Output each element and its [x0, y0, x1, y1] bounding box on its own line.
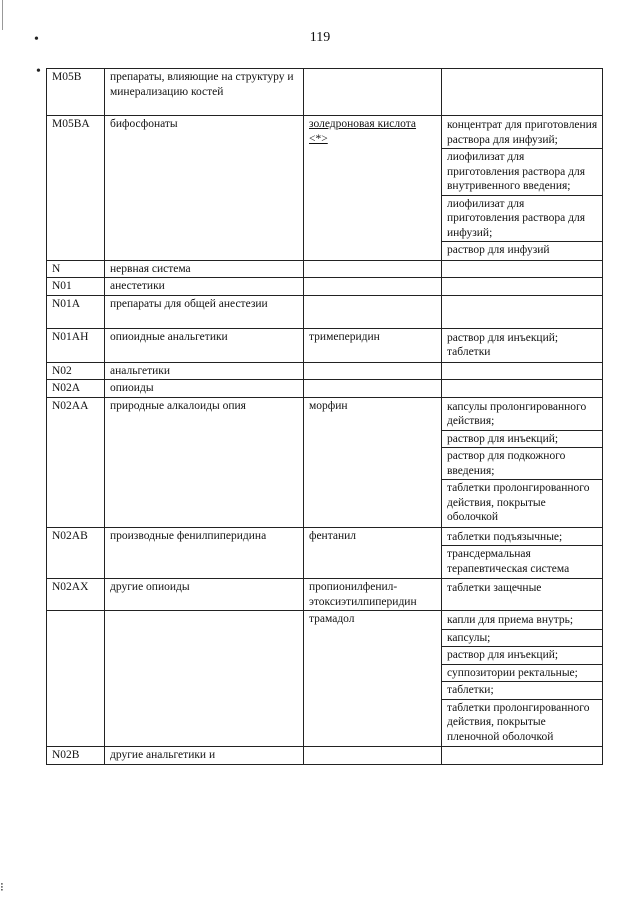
dosage-form-item: таблетки подъязычные;	[442, 529, 602, 547]
scan-dot-mark: •	[34, 32, 39, 47]
drug-name-cell: фентанил	[304, 527, 442, 579]
atc-group-cell: другие опиоиды	[105, 579, 304, 611]
atc-group-cell: производные фенилпиперидина	[105, 527, 304, 579]
drug-name-cell: морфин	[304, 397, 442, 527]
atc-code-cell: N02	[47, 362, 105, 380]
dosage-form-cell	[442, 397, 603, 527]
table-row	[47, 747, 603, 765]
page-number: 119	[309, 30, 331, 45]
dosage-form-item: лиофилизат для приготовления раствора для инфузий;	[442, 196, 602, 243]
table-row	[47, 69, 603, 116]
dosage-form-list	[442, 330, 602, 361]
atc-code-cell: N02A	[47, 380, 105, 398]
atc-code-cell: M05BA	[47, 116, 105, 261]
atc-code-cell: N02AB	[47, 527, 105, 579]
dosage-form-list	[442, 529, 602, 578]
atc-code-cell: N	[47, 260, 105, 278]
table-row	[47, 527, 603, 579]
table-row	[47, 380, 603, 398]
drug-name-cell	[304, 362, 442, 380]
dosage-form-item: раствор для инъекций;	[442, 647, 602, 665]
atc-group-cell: анестетики	[105, 278, 304, 296]
dosage-form-cell	[442, 69, 603, 116]
drug-name-cell: золедроновая кислота <*>	[304, 116, 442, 261]
drug-name-cell	[304, 69, 442, 116]
atc-group-cell: препараты для общей анестезии	[105, 295, 304, 328]
atc-code-cell: N01A	[47, 295, 105, 328]
dosage-form-item: таблетки пролонгированного действия, покрытые оболочкой	[447, 482, 590, 523]
dosage-form-cell	[442, 747, 603, 765]
dosage-form-list	[442, 399, 602, 526]
dosage-form-cell	[442, 116, 603, 261]
atc-code-cell: N01AH	[47, 328, 105, 362]
table-row	[47, 362, 603, 380]
dosage-form-item: раствор для подкожного введения;	[442, 448, 602, 480]
drug-name-cell	[304, 295, 442, 328]
drug-name-cell	[304, 747, 442, 765]
dosage-form-item: капсулы;	[442, 630, 602, 648]
dosage-form-item: раствор для инфузий	[447, 244, 550, 256]
dosage-form-list	[442, 117, 602, 259]
dosage-form-cell	[442, 527, 603, 579]
dosage-form-cell	[442, 611, 603, 747]
table-row	[47, 328, 603, 362]
table-row	[47, 579, 603, 611]
atc-code-cell: N02AA	[47, 397, 105, 527]
dosage-form-item: таблетки защечные	[447, 582, 542, 594]
atc-code-cell: N02B	[47, 747, 105, 765]
dosage-form-cell	[442, 579, 603, 611]
drug-name-cell	[304, 380, 442, 398]
drug-name-cell: тримеперидин	[304, 328, 442, 362]
atc-group-cell: опиоиды	[105, 380, 304, 398]
dosage-form-item: капли для приема внутрь;	[442, 612, 602, 630]
atc-group-cell: нервная система	[105, 260, 304, 278]
atc-group-cell: анальгетики	[105, 362, 304, 380]
dosage-form-item: концентрат для приготовления раствора для инфузий;	[442, 117, 602, 149]
dosage-form-item: таблетки пролонгированного действия, покрытые пленочной оболочкой	[447, 701, 590, 743]
drug-classification-table	[46, 68, 603, 765]
dosage-form-list	[442, 612, 602, 745]
scan-dot-mark: ⁝	[0, 880, 4, 894]
scan-edge-line	[2, 0, 3, 30]
atc-group-cell: опиоидные анальгетики	[105, 328, 304, 362]
atc-code-cell: M05B	[47, 69, 105, 116]
dosage-form-item: таблетки;	[442, 682, 602, 700]
dosage-form-cell	[442, 295, 603, 328]
atc-group-cell	[105, 611, 304, 747]
atc-group-cell: препараты, влияющие на структуру и минерализацию костей	[105, 69, 304, 116]
atc-code-cell: N02AX	[47, 579, 105, 611]
dosage-form-item: суппозитории ректальные;	[442, 665, 602, 683]
dosage-form-cell	[442, 260, 603, 278]
atc-group-cell: природные алкалоиды опия	[105, 397, 304, 527]
table-row	[47, 116, 603, 261]
dosage-form-item: трансдермальная терапевтическая система	[447, 548, 570, 575]
atc-group-cell: другие анальгетики и	[105, 747, 304, 765]
table-row	[47, 278, 603, 296]
drug-name-cell: пропионилфенил-этоксиэтилпиперидин	[304, 579, 442, 611]
dosage-form-list	[442, 580, 602, 597]
drug-name-cell: трамадол	[304, 611, 442, 747]
table-row	[47, 295, 603, 328]
table-row	[47, 397, 603, 527]
table-row	[47, 260, 603, 278]
dosage-form-item: капсулы пролонгированного действия;	[442, 399, 602, 431]
atc-code-cell: N01	[47, 278, 105, 296]
atc-group-cell: бифосфонаты	[105, 116, 304, 261]
dosage-form-item: раствор для инъекций;	[442, 431, 602, 449]
dosage-form-item: лиофилизат для приготовления раствора для внутривенного введения;	[442, 149, 602, 196]
dosage-form-cell	[442, 278, 603, 296]
table-row	[47, 611, 603, 747]
dosage-form-item: раствор для инъекций; таблетки	[447, 331, 559, 358]
scan-dot-mark: •	[36, 64, 41, 79]
dosage-form-cell	[442, 362, 603, 380]
atc-code-cell	[47, 611, 105, 747]
dosage-form-cell	[442, 380, 603, 398]
drug-name-cell	[304, 260, 442, 278]
drug-name-cell	[304, 278, 442, 296]
dosage-form-cell	[442, 328, 603, 362]
table-body	[47, 69, 603, 765]
